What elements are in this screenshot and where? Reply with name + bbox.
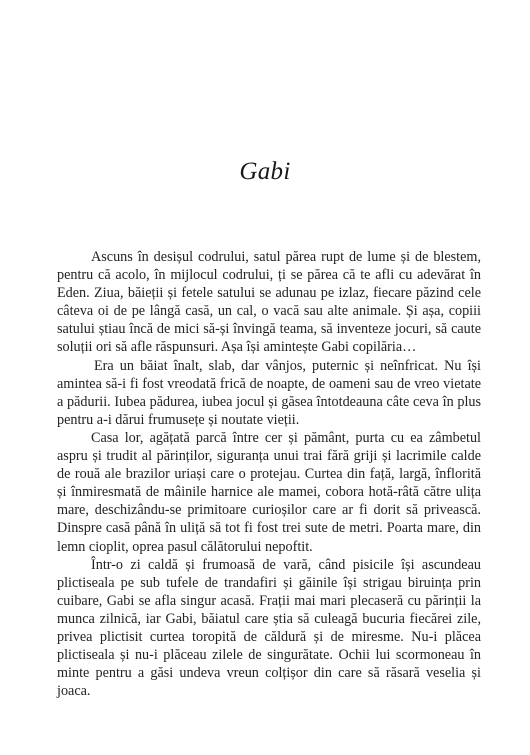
paragraph-3: Casa lor, agățată parcă între cer și pământ, purta cu ea zâmbetul aspru și trudit al părinților, siguranța unui trai fără griji și lacrimile calde de rouă ale brazilor uriași care o protejau. Curtea din față, largă, înflorită și înmiresmată de mâinile harnice ale mamei, cobora hotă-râtă către ulița mare, deschizându-se primitoare curioșilor care ar fi dorit să privească. Dinspre casă până în uliță să tot fi fost trei sute de metri. Poarta mare, din lemn cioplit, oprea pasul călătorului nepoftit. — [57, 429, 481, 555]
paragraph-2: Era un băiat înalt, slab, dar vânjos, puternic și neînfricat. Nu își amintea să-i fi fost vreodată frică de noapte, de oameni sau de vreo vietate a pădurii. Iubea pădurea, iubea jocul și găsea întotdeauna câte ceva în plus pentru a-i dărui frumusețe și noutate vieții. — [57, 357, 481, 428]
chapter-body — [57, 248, 481, 700]
chapter-title: Gabi — [239, 158, 291, 185]
paragraph-1: Ascuns în desișul codrului, satul părea rupt de lume și de blestem, pentru că acolo, în mijlocul codrului, ți se părea că te afli cu adevărat în Eden. Ziua, băieții și fetele satului se adunau pe izlaz, fiecare păzind cele câteva oi de pe lângă casă, un cal, o vacă sau alte animale. Și așa, copiii satului știau încă de mici să-și învingă teama, să inventeze jocuri, să caute soluții ori să afle răspunsuri. Așa își amintește Gabi copilăria… — [57, 249, 481, 356]
paragraph-4: Într-o zi caldă și frumoasă de vară, când pisicile își ascundeau plictiseala pe sub tufele de trandafiri și găinile își strigau biruința prin cuibare, Gabi se afla singur acasă. Frații mai mari plecaseră cu părinții la munca zilnică, iar Gabi, băiatul care știa să culeagă bucuria fiecărei zile, privea plictisit curtea toropită de căldură și de miresme. Nu-i plăcea plictiseala și nu-i plăceau zilele de singurătate. Ochii lui scormoneau în minte pentru a găsi undeva vreun colțișor din care să răsară veselia și joaca. — [57, 556, 481, 700]
